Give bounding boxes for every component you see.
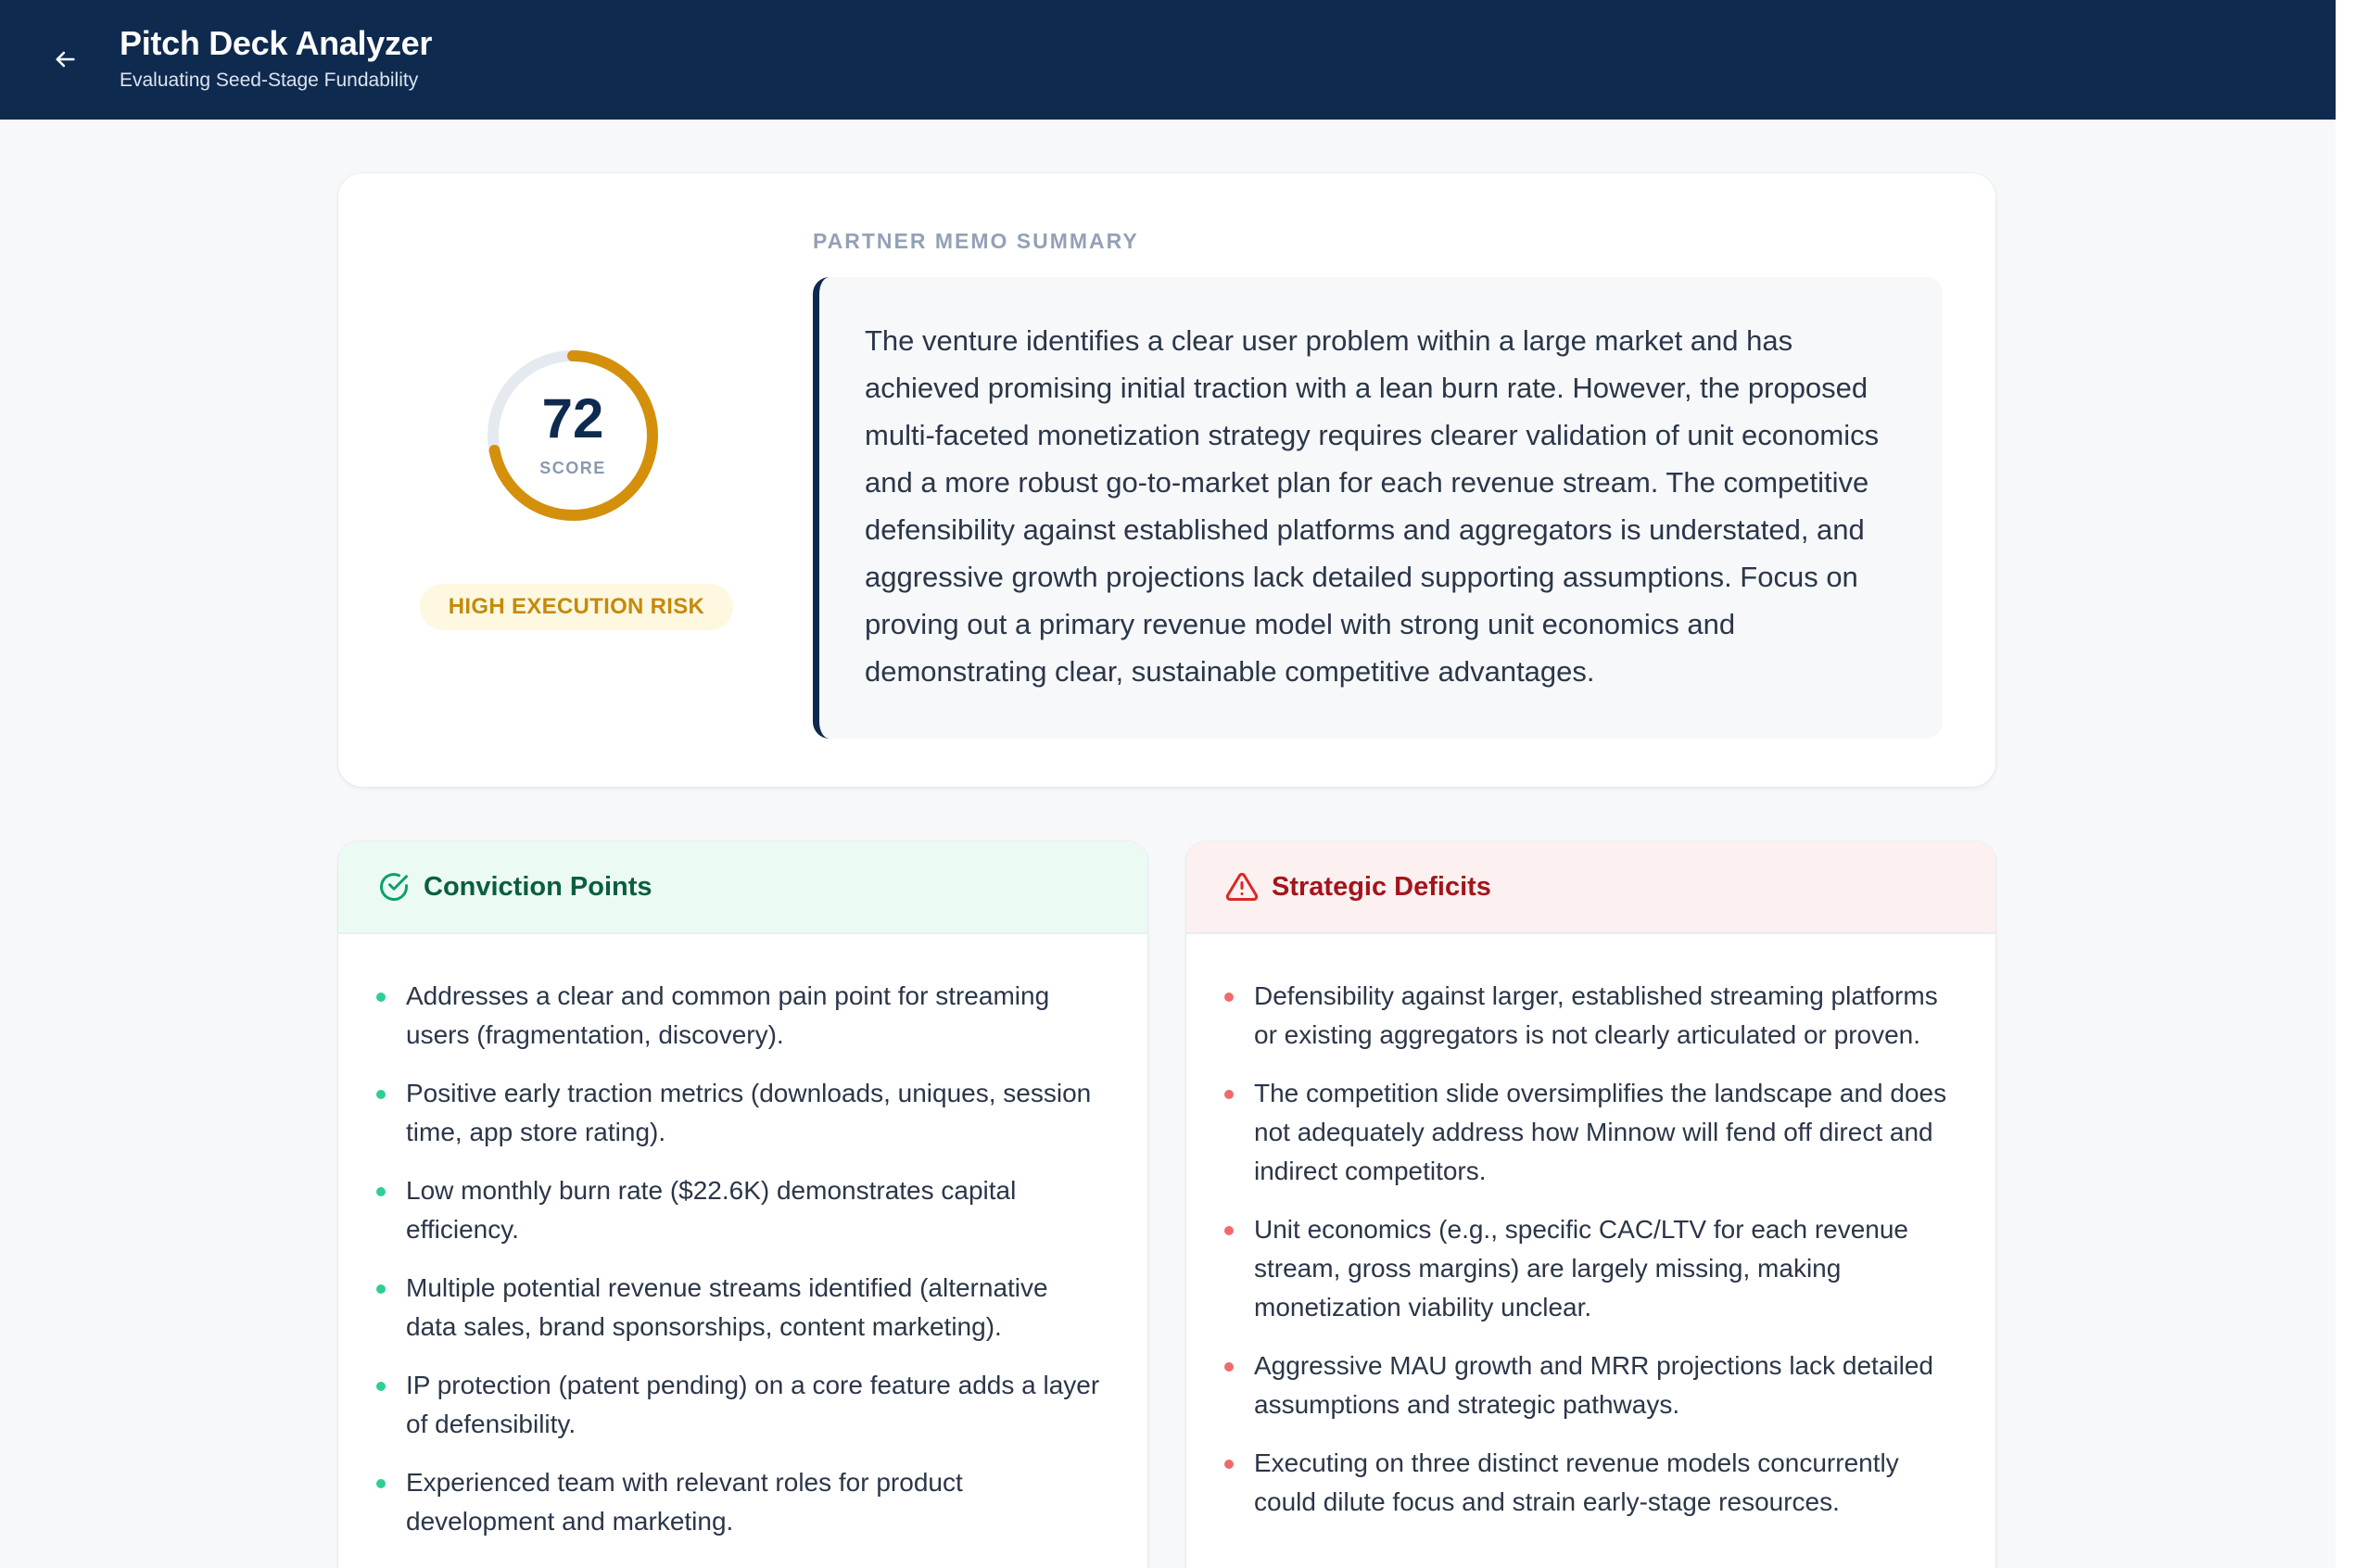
risk-badge: HIGH EXECUTION RISK bbox=[420, 584, 733, 630]
memo-text: The venture identifies a clear user problem within a large market and has achieved promising initial traction with a lean burn rate. However, the proposed multi-faceted monetization strategy requires clearer validation of unit economics and a more robust go-to-market plan for each revenue stream. The competitive defensibility against established platforms and aggregators is understated, and aggressive growth projections lack detailed supporting assumptions. Focus on proving out a primary revenue model with strong unit economics and demonstrating clear, sustainable competitive advantages. bbox=[865, 324, 1880, 688]
app-title: Pitch Deck Analyzer bbox=[120, 24, 433, 62]
app-header bbox=[0, 0, 2336, 120]
list-item bbox=[1186, 1444, 1995, 1522]
list-item-text: The competition slide oversimplifies the landscape and does not adequately address how Minnow will fend off direct and indirect competitors. bbox=[1254, 1079, 1947, 1185]
bullet-dot bbox=[1224, 993, 1234, 1002]
bullet-dot bbox=[376, 1187, 386, 1196]
bullet-dot bbox=[1224, 1226, 1234, 1235]
strategic-deficits-title: Strategic Deficits bbox=[1272, 871, 1491, 902]
list-item-text: Low monthly burn rate ($22.6K) demonstrates capital efficiency. bbox=[406, 1176, 1017, 1244]
strategic-deficits-card bbox=[1186, 841, 1995, 1568]
list-item bbox=[338, 1269, 1147, 1347]
conviction-points-header bbox=[338, 841, 1147, 934]
score-value: 72 bbox=[541, 387, 604, 449]
list-item-text: Executing on three distinct revenue models concurrently could dilute focus and strain early-stage resources. bbox=[1254, 1448, 1899, 1516]
list-item bbox=[338, 977, 1147, 1055]
memo-heading: PARTNER MEMO SUMMARY bbox=[813, 229, 1139, 253]
list-item bbox=[1186, 1074, 1995, 1191]
list-item-text: Addresses a clear and common pain point for streaming users (fragmentation, discovery). bbox=[406, 981, 1050, 1049]
conviction-points-list bbox=[338, 977, 1147, 1561]
bullet-dot bbox=[1224, 1460, 1234, 1469]
list-item bbox=[338, 1366, 1147, 1444]
check-circle-icon bbox=[377, 870, 411, 904]
list-item-text: Multiple potential revenue streams identified (alternative data sales, brand sponsorships, content marketing). bbox=[406, 1273, 1048, 1341]
bullet-dot bbox=[376, 1090, 386, 1099]
list-item bbox=[1186, 977, 1995, 1055]
conviction-points-card bbox=[338, 841, 1147, 1568]
bullet-dot bbox=[376, 1479, 386, 1488]
memo-box bbox=[813, 277, 1943, 739]
list-item-text: IP protection (patent pending) on a core feature adds a layer of defensibility. bbox=[406, 1371, 1100, 1438]
conviction-points-title: Conviction Points bbox=[424, 871, 652, 902]
scrollbar-track[interactable] bbox=[2336, 0, 2356, 1568]
bullet-dot bbox=[376, 1284, 386, 1294]
summary-card bbox=[338, 173, 1995, 787]
list-item-text: Defensibility against larger, established streaming platforms or existing aggregators is not clearly articulated or proven. bbox=[1254, 981, 1938, 1049]
bullet-dot bbox=[1224, 1362, 1234, 1372]
bullet-dot bbox=[1224, 1090, 1234, 1099]
app-subtitle: Evaluating Seed-Stage Fundability bbox=[120, 70, 419, 91]
list-item-text: Aggressive MAU growth and MRR projections lack detailed assumptions and strategic pathways. bbox=[1254, 1351, 1933, 1419]
strategic-deficits-list bbox=[1186, 977, 1995, 1541]
list-item-text: Positive early traction metrics (downloads, uniques, session time, app store rating). bbox=[406, 1079, 1092, 1146]
arrow-left-icon bbox=[52, 46, 78, 72]
list-item bbox=[1186, 1210, 1995, 1327]
strategic-deficits-header bbox=[1186, 841, 1995, 934]
bullet-dot bbox=[376, 1382, 386, 1391]
list-item bbox=[1186, 1347, 1995, 1424]
list-item-text: Experienced team with relevant roles for product development and marketing. bbox=[406, 1468, 963, 1536]
list-item bbox=[338, 1463, 1147, 1541]
warning-triangle-icon bbox=[1225, 870, 1259, 904]
score-label: SCORE bbox=[539, 459, 606, 477]
list-item bbox=[338, 1074, 1147, 1152]
bullet-dot bbox=[376, 993, 386, 1002]
back-button[interactable] bbox=[46, 41, 83, 78]
list-item bbox=[338, 1171, 1147, 1249]
list-item-text: Unit economics (e.g., specific CAC/LTV for each revenue stream, gross margins) are largely missing, making monetization viability unclear. bbox=[1254, 1215, 1909, 1321]
